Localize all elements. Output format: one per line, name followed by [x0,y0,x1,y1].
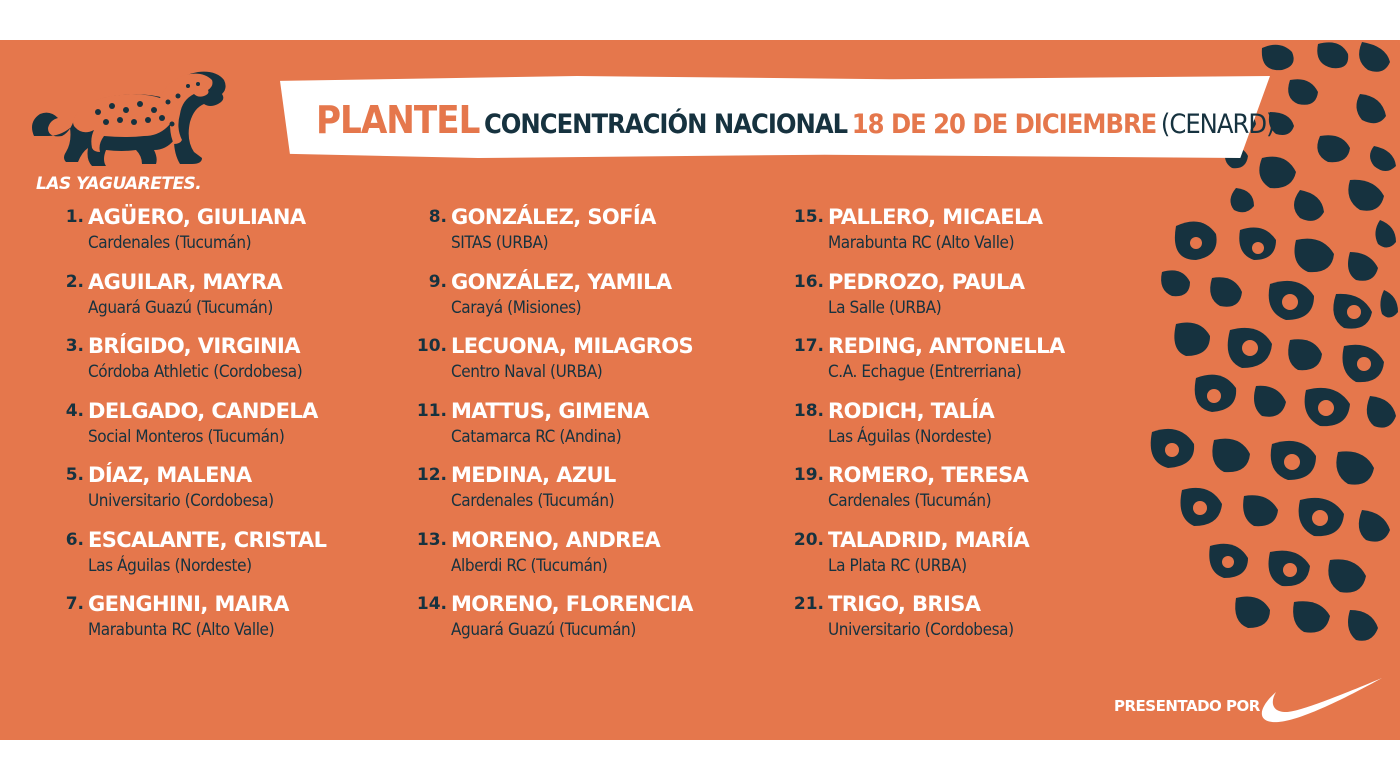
title-plantel: PLANTEL [316,98,480,142]
title-venue: (CENARD) [1160,109,1275,140]
player-name: ROMERO, TERESA [828,463,1029,487]
player-number: 9. [428,271,447,292]
player-entry [416,462,693,527]
nike-swoosh-icon [1254,672,1384,724]
player-number: 3. [65,336,84,356]
player-entry [65,398,326,463]
player-number: 20. [793,529,824,550]
player-club: Córdoba Athletic (Cordobesa) [88,362,303,382]
roster-column-1 [65,204,327,656]
jaguar-icon [28,62,228,172]
player-name: RODICH, TALÍA [828,398,995,423]
player-entry [793,462,1065,527]
player-number: 2. [65,271,84,292]
player-number: 13. [416,529,447,550]
roster-column-2 [416,204,694,656]
player-club: Las Águilas (Nordeste) [88,555,252,576]
player-entry [416,333,694,398]
player-entry [65,591,326,656]
player-club: C.A. Echague (Entrerriana) [828,362,1022,382]
player-club: SITAS (URBA) [451,233,549,253]
player-name: DÍAZ, MALENA [88,463,252,487]
player-number: 12. [416,465,447,485]
player-entry [793,204,1065,269]
player-name: LECUONA, MILAGROS [451,334,694,358]
player-entry [428,269,693,334]
player-name: PEDROZO, PAULA [828,269,1025,294]
player-club: Catamarca RC (Andina) [451,426,622,447]
player-entry [793,527,1065,592]
player-number: 1. [65,207,84,227]
las-yaguaretes-logo [28,62,228,194]
player-club: La Plata RC (URBA) [828,555,967,576]
player-number: 10. [416,336,447,356]
player-number: 11. [416,400,447,421]
player-name: MORENO, FLORENCIA [451,592,693,616]
player-name: BRÍGIDO, VIRGINIA [88,334,300,358]
player-club: Universitario (Cordobesa) [828,620,1014,640]
player-club: Universitario (Cordobesa) [88,491,274,511]
player-number: 7. [65,594,84,614]
player-club: Cardenales (Tucumán) [451,491,615,511]
player-club: Alberdi RC (Tucumán) [451,555,608,576]
presented-by-label: PRESENTADO POR [1114,697,1260,715]
player-club: La Salle (URBA) [828,297,942,318]
player-entry [416,527,693,592]
player-name: MEDINA, AZUL [451,463,616,487]
player-club: Cardenales (Tucumán) [828,491,992,511]
player-club: Aguará Guazú (Tucumán) [451,620,636,640]
player-entry [65,333,326,398]
player-club: Marabunta RC (Alto Valle) [828,233,1015,253]
player-name: TRIGO, BRISA [828,592,981,616]
player-entry [416,591,693,656]
player-number: 8. [428,207,447,227]
player-name: MORENO, ANDREA [451,527,661,552]
player-name: TALADRID, MARÍA [828,527,1030,552]
player-club: Marabunta RC (Alto Valle) [88,620,275,640]
player-club: Carayá (Misiones) [451,297,582,318]
player-number: 18. [793,400,824,421]
player-entry [793,398,1065,463]
player-name: REDING, ANTONELLA [828,334,1065,358]
player-number: 16. [793,271,824,292]
player-entry [428,204,693,269]
player-name: GENGHINI, MAIRA [88,592,289,616]
player-number: 6. [65,529,84,550]
player-club: Aguará Guazú (Tucumán) [88,297,273,318]
player-entry [793,591,1065,656]
player-entry [65,527,327,592]
player-club: Centro Naval (URBA) [451,362,603,382]
player-number: 17. [793,336,824,356]
player-number: 19. [793,465,824,485]
title-concentration: CONCENTRACIÓN NACIONAL [483,109,848,140]
player-name: AGÜERO, GIULIANA [88,205,306,229]
player-number: 4. [65,400,84,421]
player-name: PALLERO, MICAELA [828,205,1043,229]
player-entry [416,398,693,463]
player-name: DELGADO, CANDELA [88,398,318,423]
player-name: GONZÁLEZ, SOFÍA [451,205,656,229]
page-title [316,98,1275,142]
player-entry [65,269,326,334]
player-entry [65,462,326,527]
title-dates: 18 DE 20 DE DICIEMBRE [851,109,1157,140]
player-name: GONZÁLEZ, YAMILA [451,269,672,294]
player-club: Las Águilas (Nordeste) [828,426,992,447]
player-entry [793,269,1065,334]
player-club: Social Monteros (Tucumán) [88,426,285,447]
player-entry [793,333,1065,398]
player-number: 14. [416,594,447,614]
roster-column-3 [793,204,1065,656]
player-club: Cardenales (Tucumán) [88,233,252,253]
player-name: MATTUS, GIMENA [451,398,649,423]
player-number: 15. [793,207,824,227]
player-name: ESCALANTE, CRISTAL [88,527,327,552]
logo-text: LAS YAGUARETES. [36,174,202,194]
player-number: 21. [793,594,824,614]
player-entry [65,204,326,269]
player-number: 5. [65,465,84,485]
poster [0,40,1400,740]
player-name: AGUILAR, MAYRA [88,269,283,294]
